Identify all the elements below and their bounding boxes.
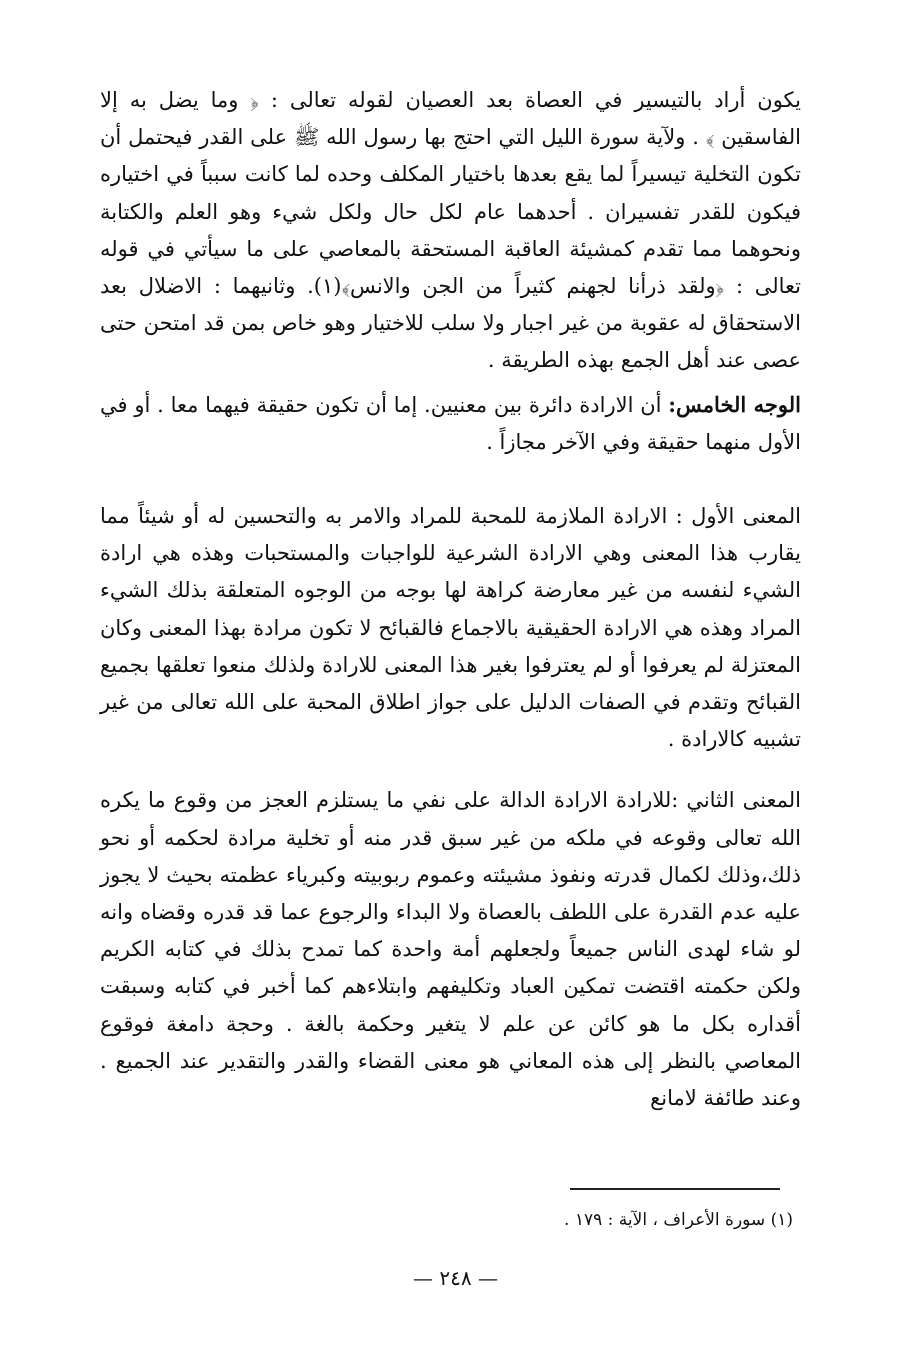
- paragraph-3-text: المعنى الأول : الارادة الملازمة للمحبة للمراد والامر به والتحسين له أو شيئاً مما يقارب هذا المعنى وهي الارادة الشرعية للواجبات والمستحبات وهذه هي ارادة الشيء لنفسه من غير معارضة كراهة لها بوجه من الوجوه المتعلقة بذلك الشيء المراد وهذه هي الارادة الحقيقية بالاجماع فالقبائح لا تكون مرادة بهذا المعنى وكان المعتزلة لم يعرفوا أو لم يعترفوا بغير هذا المعنى للارادة ولذلك منعوا تعلقها بجميع القبائح وتقدم في الصفات الدليل على جواز اطلاق المحبة على الله تعالى من غير تشبيه كالارادة .: [100, 504, 801, 752]
- footnote: (١) سورة الأعراف ، الآية : ١٧٩ .: [564, 1210, 793, 1230]
- paragraph-1-text: يكون أراد بالتيسير في العصاة بعد العصيان لقوله تعالى : ﴿ وما يضل به إلا الفاسقين ﴾ . ولآية سورة الليل التي احتج بها رسول الله ﷺ على القدر فيحتمل أن تكون التخلية تيسيراً لما يقع بعدها باختيار المكلف وحده لما كانت سبباً في اختياره فيكون للقدر تفسيران . أحدهما عام لكل حال ولكل شيء وهو العلم والكتابة ونحوهما مما تقدم كمشيئة العاقبة المستحقة بالمعاصي على ما سيأتي في قوله تعالى : ﴿ولقد ذرأنا لجهنم كثيراً من الجن والانس﴾(١). وثانيهما : الاضلال بعد الاستحقاق له عقوبة من غير اجبار ولا سلب للاختيار وهو خاص بمن قد امتحن حتى عصى عند أهل الجمع بهذه الطريقة .: [100, 88, 801, 373]
- footnote-divider: [570, 1188, 780, 1190]
- section-heading: الوجه الخامس:: [668, 391, 801, 417]
- paragraph-2-text: أن الارادة دائرة بين معنيين. إما أن تكون حقيقة فيهما معا . أو في الأول منهما حقيقة وفي الآخر مجازاً .: [100, 392, 801, 454]
- main-text: [100, 82, 801, 1117]
- paragraph-3: [100, 498, 801, 758]
- paragraph-2: [100, 386, 801, 461]
- paragraph-4-text: المعنى الثاني :للارادة الارادة الدالة على نفي ما يستلزم العجز من وقوع ما يكره الله تعالى وقوعه في ملكه من غير سبق قدر منه أو تخلية مرادة لحكمه أو نحو ذلك،وذلك لكمال قدرته ونفوذ مشيئته وعموم ربوبيته وكبرياء عظمته بحيث لا يجوز عليه عدم القدرة على اللطف بالعصاة ولا البداء والرجوع عما قد قدره وقضاه وانه لو شاء لهدى الناس جميعاً ولجعلهم أمة واحدة كما تمدح بذلك في كتابه الكريم ولكن حكمته اقتضت تمكين العباد وتكليفهم وابتلاءهم كما أخبر في كتابه وسبقت أقداره بكل ما هو كائن عن علم لا يتغير وحكمة بالغة . وحجة دامغة فوقوع المعاصي بالنظر إلى هذه المعاني هو معنى القضاء والقدر والتقدير عند الجميع . وعند طائفة لامانع: [100, 788, 801, 1111]
- page-number: — ٢٤٨ —: [413, 1266, 498, 1290]
- paragraph-1: [100, 82, 801, 380]
- paragraph-4: [100, 782, 801, 1117]
